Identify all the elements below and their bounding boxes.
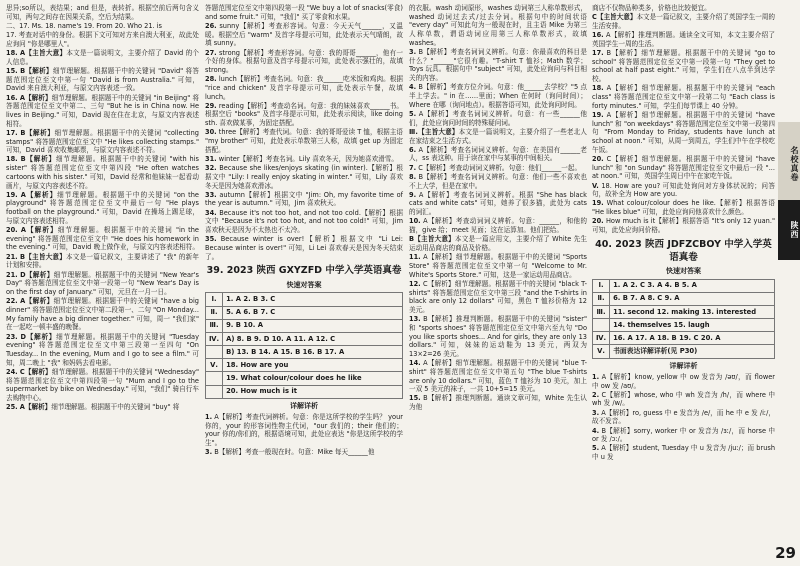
item-text: How much is it【解析】根据答语 "It's only 12 yuan." 可知，此处应询问价格。 — [592, 217, 775, 235]
item-number: 28. — [205, 75, 217, 84]
item-text: C【解析】考查动词词义辨析。句意：他们______一起。 — [418, 163, 582, 172]
answer-paragraph — [6, 155, 199, 190]
item-tag: B【主旨大意】 — [409, 235, 455, 244]
answer-key-answers: 14. themselves 15. laugh — [610, 319, 775, 332]
item-text: What colour/colour does he like.【解析】根据答语 "He likes blue" 可知，此处应询问他喜欢什么颜色。 — [592, 199, 775, 217]
answer-paragraph — [6, 297, 199, 332]
item-tag: D【解析】 — [20, 270, 54, 279]
item-tag: A【解析】 — [20, 190, 58, 199]
item-text: 本文是一篇说明文，主要介绍了一些老北人在家结束之生活方式。 — [409, 127, 587, 145]
item-number: 25. — [6, 403, 18, 412]
answer-paragraph — [6, 271, 199, 297]
answer-key-part: Ⅴ. — [593, 345, 610, 358]
column-1 — [6, 4, 199, 412]
item-text: A【解析】know, yellow 中 ow 发音为 /əʊ/，而 flower 中 ow 发 /aʊ/。 — [592, 372, 775, 390]
answer-paragraph — [205, 155, 403, 164]
item-number: 6. — [409, 145, 417, 154]
answer-paragraph — [6, 94, 199, 129]
item-text: 细节理解题。根据题干中的关键词 "buy" 将 — [51, 403, 180, 412]
answer-paragraph — [6, 226, 199, 252]
answer-paragraph — [409, 48, 587, 83]
item-text: A【解析】细节理解题。根据题干中的关键词 "blue T-shirt" 将答题范围定位至文中第五句 "The blue T-shirts are only 10 dollars." 可知，蓝色 T 恤衫为 10 美元，加上一双 5 美元的袜子，一共 10+5=15 美元。 — [409, 359, 587, 394]
item-text: A【解析】student, Tuesday 中 u 发音为 /juː/；而 brush 中 u 发 — [592, 444, 775, 462]
answer-paragraph — [592, 409, 775, 426]
item-number: 19. — [6, 190, 18, 199]
item-text: 细节理解题。根据题干中的关键词 "in Beijing" 将答题范围定位至文中第二、三句 "But he is in China now. He lives in Beijing." 可知，David 现在住在北京，与原文内容表述相符。 — [6, 93, 199, 128]
item-number: 16. — [6, 93, 18, 102]
answer-key-part — [206, 346, 223, 359]
answer-key-part: Ⅲ. — [206, 319, 223, 332]
item-text: A【解析】细节理解题。根据题干中的关键词 "have lunch" 和 "on weekdays" 将答题范围定位至文中第一段第四句 "From Monday to Friday, students have lunch at school at noon." 可知，从周一到周五，学生们中午在学校吃午饭。 — [592, 110, 775, 154]
item-tag: B【主旨大意】 — [20, 252, 67, 261]
item-text: sunny【解析】考查形容词。句意：今天天气______，又温暖。根据空后 "warm" 及首字母提示可知，此处表示天气晴朗，故填 sunny。 — [205, 21, 404, 48]
answer-paragraph — [592, 13, 775, 30]
answer-paragraph — [205, 448, 403, 457]
section-subtitle: 快速对答案 — [286, 281, 322, 290]
answer-paragraph — [409, 315, 587, 359]
answer-paragraph — [6, 129, 199, 155]
item-number: 29. — [205, 101, 217, 110]
answer-key-part: Ⅱ. — [206, 306, 223, 319]
item-text: 本文是一篇说明文，主要介绍了 David 的个人信息。 — [6, 49, 199, 66]
item-text: B【解析】推理判断题。根据题干中的关键词 "sister" 和 "sports shoes" 将答题范围定位至文中第六至九句 "Do you like sports shoes... And for girls, they are only 13 dollars." 可知，妹妹的运动鞋为 13 美元，两双为 13×2=26 美元。 — [409, 315, 587, 358]
item-number: 1. — [205, 412, 213, 421]
answer-key-row — [593, 319, 775, 332]
item-number: 10. — [409, 217, 421, 226]
item-number: 24. — [6, 367, 18, 376]
item-text: 细节理解题。根据题干中的关键词 "New Year's Day" 将答题范围定位至文中第一段第一句 "New Year's Day is on the first day of January." 可知，元旦在一月一日。 — [6, 270, 199, 296]
answer-key-answers: 19. What colour/colour does he like — [223, 372, 403, 385]
item-text: B【解析】推理判断题。通读文章可知，White 先生认为他 — [409, 394, 587, 412]
item-number: 27. — [205, 48, 217, 57]
item-number: 12. — [409, 279, 421, 288]
item-text: 商店不仅物品种类多，价格也比较便宜。 — [592, 4, 711, 12]
item-number: 26. — [205, 21, 217, 30]
item-number: 21. — [6, 252, 18, 261]
item-text: B【解析】考查方位介词。句意：他______去学校？"5 点半上学去。" in 在……里面；When 在何时（询问时间）；Where 在哪（询问地点）。根据答语可知，此处询问时间。 — [409, 83, 587, 109]
item-tag: Ⅲ.【主旨大意】 — [409, 127, 459, 136]
answer-key-part — [593, 319, 610, 332]
item-tag: C【主旨大意】 — [592, 13, 637, 22]
answer-key-answers: 18. How are you — [223, 359, 403, 372]
item-number: 5. — [409, 109, 417, 118]
item-text: C【解析】细节理解题。根据题干中的关键词 "have lunch" 和 "on Sunday" 将答题范围定位至文中最后一段 "... at noon." 可知，英国学生周日中午在家吃午饭。 — [592, 154, 775, 181]
item-text: 细节理解题。根据题干中的关键词 "Wednesday" 将答题范围定位至文中第四段第一句 "Mum and I go to the supermarket by bike on Wednesday." 可知，"我们" 骑自行车去购物中心。 — [6, 367, 199, 402]
answer-key-row — [206, 306, 403, 319]
answer-paragraph — [205, 22, 403, 48]
item-text: lunch【解析】考查名词。句意：我______吃米饭和鸡肉。根据 "rice and chicken" 及首字母提示可知，此处表示午餐，故填 lunch。 — [205, 75, 403, 101]
item-text: B【解析】考查名词词义辨析。句意：你最喜欢的科目是什么？"______"它很有趣。"T-shirt T 恤衫；Math 数学；Toys 玩具。根据句中 "subject" 可知，此处应询问与科目相关的内容。 — [409, 48, 587, 83]
answer-paragraph — [6, 49, 199, 66]
answer-key-answers: B) 13. B 14. A 15. B 16. B 17. A — [223, 346, 403, 359]
item-number: 30. — [205, 128, 217, 137]
answer-paragraph — [205, 235, 403, 261]
item-text: 细节理解题。根据题干中的关键词 "on the playground" 将答题范围定位至文中最后一句 "He plays football on the playground." 可知，David 在操场上踢足球，与原文内容表述相符。 — [6, 190, 199, 225]
item-number: 22. — [6, 297, 18, 306]
answer-paragraph — [409, 394, 587, 411]
answer-paragraph — [205, 164, 403, 190]
answer-key-row — [206, 346, 403, 359]
answer-key-answers: 16. A 17. A 18. B 19. C 20. A — [610, 332, 775, 345]
answer-paragraph — [592, 427, 775, 444]
answer-paragraph — [205, 75, 403, 101]
item-number: 3. — [409, 48, 417, 57]
answer-paragraph — [409, 253, 587, 279]
item-text: 的衣服。wash 动词原形，washes 动词第三人称单数形式，washed 动词过去式/过去分词。根据句中的时间状语 "every day" 可知此句为一般现在时，且主语 Mike 为第三人称单数，谓语动词应用第三人称单数形式，故填 washes。 — [409, 4, 587, 47]
answer-paragraph — [592, 199, 775, 216]
item-number: 20. — [592, 217, 604, 226]
item-number: 1. — [592, 372, 600, 381]
item-text: 本文是一篇应用文，主要介绍了 White 先生运动用品商店的商品及价格。 — [409, 235, 587, 252]
answer-key-answers: A) 8. B 9. D 10. A 11. A 12. C — [223, 332, 403, 345]
item-number: 11. — [409, 253, 421, 262]
item-number: 4. — [592, 426, 600, 435]
answer-key-part: Ⅰ. — [593, 279, 610, 292]
item-text: A【解析】考查代词辨析。句意：你是这所学校的学生吗？ your 你的，your 的形容词性物主代词，"our 我们的；their 他们的；your 你的/你们的，根据语境可知，此处应表达 "你是这所学校的学生"。 — [205, 412, 403, 448]
section-subtitle: 详解详析 — [669, 361, 698, 370]
item-text: 18. How are you? 可知此处询问对方身体状况的；问答句，故补全为 How are you. — [592, 181, 775, 199]
answer-paragraph — [6, 31, 199, 48]
answer-paragraph — [409, 191, 587, 217]
answer-paragraph — [592, 155, 775, 181]
answer-key-row — [593, 332, 775, 345]
item-number: 18. — [592, 84, 604, 93]
item-number: 18. — [6, 49, 18, 58]
item-text: Because it's not too hot, and not too cold.【解析】根据文中 "Because it's not too hot, and not too cold!" 可知，Jim 喜欢秋天是因为不太热也不太冷。 — [205, 208, 403, 235]
item-tag: A【解析】 — [20, 297, 54, 306]
answer-paragraph — [592, 373, 775, 390]
item-text: 细节理解题。根据题干中的关键词 "with his sister" 将答题范围定位至文中第四段 "He often watches cartoons with his sister." 可知，David 经常和他妹妹一起看动画片，与原文内容表述不符。 — [6, 155, 199, 190]
answer-key-row — [206, 372, 403, 385]
item-text: A【解析】细节理解题。根据题干中的关键词 "each class" 将答题范围定位至文中第一段第二句 "Each class is forty minutes." 可知，学生们每节课上 40 分钟。 — [592, 84, 775, 110]
answer-key-answers: 11. second 12. making 13. interested — [610, 305, 775, 318]
section-title: 39. 2023 陕西 GXYZFD 中学入学英语真卷 — [206, 265, 402, 277]
item-tag: B【解析】 — [20, 128, 55, 137]
answer-paragraph — [409, 83, 587, 109]
answer-key-row — [593, 292, 775, 305]
answer-key-table — [205, 292, 403, 398]
answer-key-row — [206, 332, 403, 345]
item-text: A【解析】考查名词词义辨析。根据 "She has black cats and white cats" 可知，她养了很多猫，此处为 cats 的词汇。 — [409, 190, 587, 217]
answer-key-part: Ⅴ. — [206, 359, 223, 372]
item-text: B【解析】考查一般现在时。句意：Mike 每天______他 — [214, 448, 375, 457]
item-text: B【解析】考查名词词义辨析。句意：他们一些不喜欢也不上大学，但是在家中。 — [409, 172, 587, 190]
answer-key-row — [206, 319, 403, 332]
item-text: 本文是一篇记叙文，主要讲述了 "我" 的新年计划和安排。 — [6, 252, 200, 270]
answer-key-answers: 6. B 7. A 8. C 9. A — [610, 292, 775, 305]
answer-key-part: Ⅳ. — [206, 332, 223, 345]
item-text: Because winter is over!【解析】根据文中 "Li Lei: Because winter is over!" 可知，Li Lei 喜欢春天是因为冬天结束了。 — [205, 235, 403, 261]
answer-paragraph — [592, 391, 775, 408]
column-2 — [205, 4, 403, 457]
item-text: A【解析】考查名词词义辨析。句意：在美国有______老人，ss 表这种。用于读在家中与某事的中间相关。 — [409, 145, 587, 163]
answer-paragraph — [6, 4, 199, 21]
answer-paragraph — [409, 173, 587, 190]
answer-paragraph — [6, 67, 199, 93]
side-tab-shaanxi: 陕西 — [778, 200, 800, 260]
answer-key-row — [206, 359, 403, 372]
answer-paragraph — [409, 280, 587, 315]
answer-key-answers: 20. How much is it — [223, 385, 403, 398]
item-text: strong【解析】考查形容词。句意：我的哥哥______，他有一个好的身体。根据句意及首字母提示可知，此处表示强壮的，故填 strong。 — [205, 48, 403, 74]
item-number: 4. — [409, 83, 417, 92]
item-number: 18. — [6, 155, 18, 164]
item-text: A【解析】考查名词词义辨析。句意：有一些______他们，此处应询问时间的特殊疑问词。 — [409, 109, 587, 127]
item-text: A【解析】推理判断题。通读全文可知，本文主要介绍了英国学生一周的生活。 — [592, 31, 775, 48]
item-text: B【解析】sorry, worker 中 or 发音为 /ɜː/，而 horse 中 or 发 /ɔː/。 — [592, 426, 775, 444]
answer-paragraph — [592, 31, 775, 48]
page-number: 29 — [775, 544, 796, 562]
item-number: 31. — [205, 154, 217, 163]
item-text: B【解析】细节理解题。根据题干中的关键词 "go to school" 将答题范围定位至文中第一段第一句 "They get to school at half past eight." 可知，学生们在八点半到达学校。 — [592, 49, 775, 84]
answer-key-part: Ⅲ. — [593, 305, 610, 318]
item-text: 二、17. Ms. 18. name's 19. From 20. Who 21. is — [6, 21, 162, 30]
item-number: 5. — [592, 444, 600, 453]
answer-key-answers: 1. A 2. C 3. A 4. B 5. A — [610, 279, 775, 292]
answer-key-part — [206, 372, 223, 385]
item-number: 20. — [6, 226, 18, 235]
item-number: V. — [592, 181, 599, 190]
answer-paragraph — [409, 235, 587, 252]
answer-paragraph — [205, 209, 403, 235]
item-number: 13. — [409, 315, 421, 324]
item-text: A【解析】考查动词词义辨析。句意：______，和他的猫，give 给；meet 见面；这在运算加。他们把给。 — [409, 217, 587, 235]
answer-paragraph — [6, 368, 199, 403]
item-text: reading【解析】考查动名词。句意：我的妹妹喜欢______书。根据空后 "books" 及首字母提示可知，此处表示阅读，like doing sth. 喜欢做某事，为固定搭配。 — [205, 101, 403, 128]
answer-paragraph — [409, 359, 587, 394]
item-text: C【解析】细节理解题。根据题干中的关键词 "black T-shirts" 将答题范围定位至文中第三段 "and the T-shirts in black are only 12 dollars" 可知，黑色 T 恤衫价格为 12 美元。 — [409, 279, 587, 314]
item-text: Because she likes/enjoys skating (in winter).【解析】根据文中 "Lily: I really enjoy skating in winter." 可知，Lily 喜欢冬天是因为她喜欢滑冰。 — [205, 164, 404, 190]
answer-key-part: Ⅳ. — [593, 332, 610, 345]
answer-paragraph — [6, 22, 199, 31]
item-text: winter【解析】考查名词。Lily 喜欢冬天，因为她喜欢滑雪。 — [218, 154, 398, 163]
answer-paragraph — [205, 49, 403, 75]
answer-paragraph — [205, 4, 403, 21]
answer-paragraph — [409, 110, 587, 127]
item-text: 细节理解题。根据题干中的关键词 "Tuesday evening" 将答题范围定位至文中第三段第一至四句 "On Tuesday... In the evening, Mum and I go to see a film." 可知，周二晚上 "我" 和妈妈去看电影。 — [6, 332, 200, 367]
answer-paragraph — [205, 413, 403, 448]
answer-key-answers: 5. A 6. B 7. C — [223, 306, 403, 319]
answer-paragraph — [592, 444, 775, 461]
answer-paragraph — [409, 146, 587, 163]
column-3 — [409, 4, 587, 412]
answer-paragraph — [592, 49, 775, 84]
answer-paragraph — [6, 191, 199, 226]
side-tab-famous-school: 名校真卷 — [778, 122, 800, 206]
item-text: A【解析】ro, guess 中 e 发音为 /e/，而 he 中 e 发 /iː/，故不发音。 — [592, 408, 775, 426]
item-number: 3. — [205, 448, 213, 457]
column-4 — [592, 4, 775, 462]
item-text: 细节理解题。根据题干中的关键词 "have a big dinner" 将答题范围定位至文中第二段第一、二句 "On Monday... My family have a big dinner together." 可知，周一 "我们家" 在一起吃一顿丰盛的晚餐。 — [6, 297, 199, 332]
answer-paragraph — [6, 403, 199, 412]
item-number: 16. — [592, 31, 604, 40]
item-number: 9. — [409, 190, 417, 199]
item-text: C【解析】whose, who 中 wh 发音为 /h/，而 where 中 wh 发 /w/。 — [592, 390, 775, 408]
item-tag: A【解析】 — [20, 226, 58, 235]
answer-paragraph — [409, 128, 587, 145]
item-number: 33. — [205, 190, 217, 199]
item-tag: A【主旨大意】 — [20, 49, 67, 58]
item-number: 8. — [409, 172, 417, 181]
answer-key-row — [206, 385, 403, 398]
item-text: 思异;so所以，表结果；and 但是，表转折。根据空前后两句含义可知，两句之间存在因果关系，空后为结果。 — [6, 4, 199, 21]
item-number: 35. — [205, 235, 217, 244]
item-number: 17. — [6, 128, 18, 137]
item-text: 本文是一篇记叙文，主要介绍了英国学生一周的生活安排。 — [592, 13, 775, 30]
answer-key-part: Ⅰ. — [206, 293, 223, 306]
answer-key-row — [593, 345, 775, 358]
item-text: 细节理解题。根据题干中的关键词 "collecting stamps" 将答题范围定位至文中 "He likes collecting stamps." 可知，David 喜欢收集邮票，与原文内容表述不符。 — [6, 128, 199, 155]
answer-paragraph — [592, 182, 775, 199]
item-text: three【解析】考查代词。句意：我的哥哥爱读 T 恤，根据主语 "my brother" 可知，此处表示单数第三人称，故填 get up 为固定搭配。 — [205, 128, 403, 154]
section-subtitle: 快速对答案 — [666, 267, 701, 276]
item-text: 细节理解题。根据题干中的关键词 "in the evening" 将答题范围定位至文中 "He does his homework in the evening." 可知，David 晚上做作业，与原文内容表述相符。 — [6, 226, 199, 252]
item-tag: B【解析】 — [20, 155, 56, 164]
answer-key-answers: 1. A 2. B 3. C — [223, 293, 403, 306]
answer-key-part — [206, 385, 223, 398]
answer-paragraph — [409, 217, 587, 234]
item-tag: D【解析】 — [20, 332, 57, 341]
item-tag: B【解析】 — [20, 66, 53, 75]
item-tag: A【解析】 — [19, 403, 52, 412]
answer-key-part: Ⅱ. — [593, 292, 610, 305]
item-number: 19. — [592, 199, 604, 208]
item-number: 15. — [409, 394, 421, 403]
answer-paragraph — [205, 191, 403, 208]
answer-key-row — [593, 305, 775, 318]
answer-key-answers: 9. B 10. A — [223, 319, 403, 332]
item-number: 2. — [592, 390, 600, 399]
item-text: 17. 考查对话中的身份。根据下文可知对方来自澳大利亚，故此处应询问 "你是哪里人"。 — [6, 31, 199, 48]
item-tag: C【解析】 — [19, 367, 52, 376]
item-number: 23. — [6, 332, 18, 341]
item-number: 21. — [6, 270, 18, 279]
answer-paragraph — [6, 253, 199, 270]
answer-paragraph — [6, 333, 199, 368]
item-number: 15. — [6, 66, 18, 75]
answer-paragraph — [205, 128, 403, 154]
answer-paragraph — [409, 4, 587, 48]
item-text: 细节理解题。根据题干中的关键词 "David" 将答题范围定位至文中第一句 "David is from Australia." 可知，David 来自澳大利亚，与原文内容表述一致。 — [6, 66, 200, 93]
item-text: 答题范围定位至文中第四段第一段 "We buy a lot of snacks(零食) and some fruit." 可知，"我们" 买了零食和水果。 — [205, 4, 403, 21]
answer-paragraph — [592, 217, 775, 234]
item-number: 17. — [592, 49, 604, 58]
item-text: autumn【解析】根据文中 "Jim: Oh, my favorite time of the year is autumn." 可知，Jim 喜欢秋天。 — [205, 190, 403, 208]
item-number: 7. — [409, 163, 417, 172]
answer-paragraph — [592, 84, 775, 110]
item-number: 34. — [205, 208, 217, 217]
item-tag: A【解析】 — [19, 93, 52, 102]
answer-paragraph — [592, 4, 775, 13]
item-number: 20. — [592, 154, 604, 163]
answer-paragraph — [409, 164, 587, 173]
answer-key-row — [206, 293, 403, 306]
item-text: A【解析】细节理解题。根据题干中的关键词 "Sports Store" 将答题范围定位至文中第一句 "Welcome to Mr. White's Sports Store." 可知，这是一家运动用品商店。 — [409, 253, 587, 279]
item-number: 14. — [409, 359, 421, 368]
answer-paragraph — [205, 102, 403, 128]
section-subtitle: 详解详析 — [290, 401, 318, 410]
answer-key-row — [593, 279, 775, 292]
section-title: 40. 2023 陕西 JDFZCBOY 中学入学英语真卷 — [595, 238, 772, 263]
answer-key-table — [592, 279, 775, 359]
answer-paragraph — [592, 111, 775, 155]
answer-key-answers: 书面表达详解详析(见 P30) — [610, 345, 775, 358]
item-number: 32. — [205, 164, 217, 173]
item-number: 3. — [592, 408, 600, 417]
item-number: 19. — [592, 110, 604, 119]
